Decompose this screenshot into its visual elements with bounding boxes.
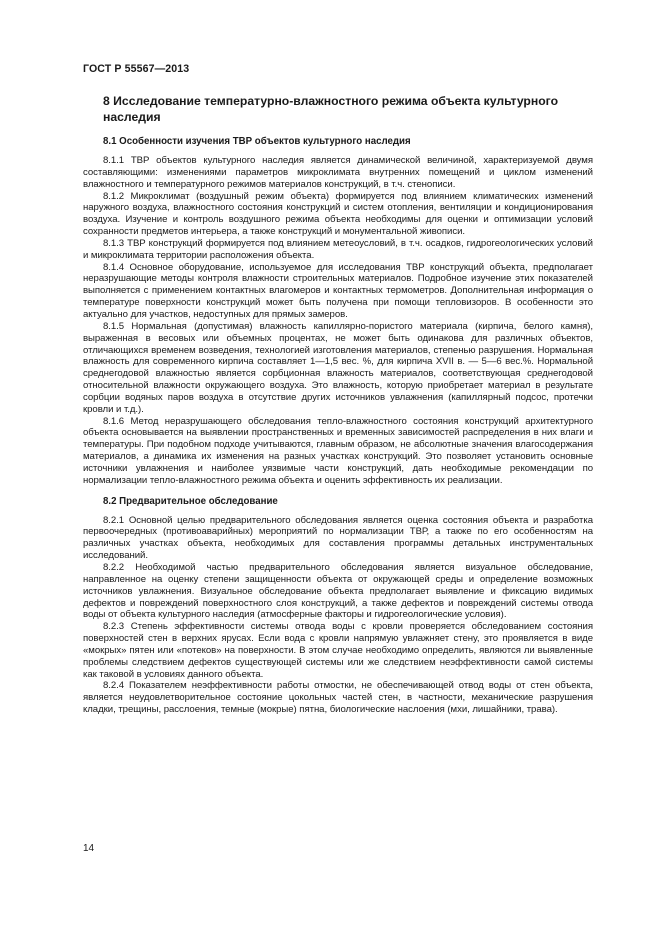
paragraph-8-2-2: 8.2.2 Необходимой частью предварительного обследования является визуальное обследование, направленное на оценку степени защищенности объекта от окружающей среды и определение возможных источников увлажнения. Визуальное обследование объекта предполагает выявление и фиксацию видимых дефектов и повреждений поверхностного слоя конструкций, а также дефектов и повреждений системы отвода воды от объекта культурного наследия (атмосферные факторы и гидрогеологические условия). <box>83 562 593 621</box>
paragraph-8-1-2: 8.1.2 Микроклимат (воздушный режим объекта) формируется под влиянием климатических изменений наружного воздуха, влажностного состояния конструкций и систем отопления, вентиляции и кондиционирования воздуха. Изучение и контроль воздушного режима объекта необходимы для оценки и оптимизации условий сохранности предметов интерьера, а также конструкций и монументальной живописи. <box>83 190 593 238</box>
paragraph-8-1-4: 8.1.4 Основное оборудование, используемое для исследования ТВР конструкций объекта, предполагает неразрушающие методы контроля влажности строительных материалов. Подробное изучение этих показателей выполняется с применением контактных влагомеров и контактных термометров. Дополнительная информация о температуре поверхности конструкций может быть получена при помощи тепловизоров. В особенности это актуально для участков, недоступных для прямых замеров. <box>83 261 593 320</box>
paragraph-8-2-1: 8.2.1 Основной целью предварительного обследования является оценка состояния объекта и разработка первоочередных (противоаварийных) мероприятий по нормализации ТВР, а также по его особенностям на различных участках объекта, необходимых для составления программы детальных инструментальных исследований. <box>83 514 593 562</box>
paragraph-8-2-4: 8.2.4 Показателем неэффективности работы отмостки, не обеспечивающей отвод воды от стен объекта, является неудовлетворительное состояние цокольных частей стен, в частности, механические разрушения кладки, трещины, расслоения, темные (мокрые) пятна, биологические наслоения (мхи, лишайники, трава). <box>83 680 593 716</box>
page-content <box>83 94 593 716</box>
document-code: ГОСТ Р 55567—2013 <box>83 63 190 75</box>
subsection-heading-8-2: 8.2 Предварительное обследование <box>103 495 278 507</box>
paragraph-8-1-1: 8.1.1 ТВР объектов культурного наследия является динамической величиной, характеризуемой двумя составляющими: изменениями параметров микроклимата внутренних помещений и циклом изменений влажностного и температурного режимов материалов конструкций, в т.ч. стенописи. <box>83 155 593 190</box>
paragraph-8-1-5: 8.1.5 Нормальная (допустимая) влажность капиллярно-пористого материала (кирпича, белого камня), выраженная в весовых или объемных процентах, не может быть одинакова для различных объектов, отличающихся временем возведения, технологией изготовления материалов, степенью разрушения. Нормальная влажность для современного кирпича составляет 1—1,5 вес. %, для кирпича XVII в. — 5—6 вес.%. Нормальной среднегодовой влажностью является сорбционная влажность материалов, соответствующая среднегодовой относительной влажности окружающего воздуха. Это влажность, которую приобретает материал в результате сорбции водяных паров воздуха в отсутствие других источников увлажнения (капиллярный подсос, протечки кровли и т.д.). <box>83 320 593 415</box>
subsection-heading-8-1: 8.1 Особенности изучения ТВР объектов культурного наследия <box>103 136 411 147</box>
paragraph-8-1-3: 8.1.3 ТВР конструкций формируется под влиянием метеоусловий, в т.ч. осадков, гидрогеологических условий и микроклимата территории расположения объекта. <box>83 237 593 261</box>
section-heading: 8 Исследование температурно-влажностного режима объекта культурного наследия <box>103 94 559 124</box>
page-number: 14 <box>83 843 95 854</box>
paragraph-8-1-6: 8.1.6 Метод неразрушающего обследования тепло-влажностного состояния конструкций архитектурного объекта основывается на выявлении пространственных и временных зависимостей распределения в них влаги и температуры. При подобном подходе учитываются, главным образом, не абсолютные значения влагосодержания материалов, а динамика их изменения на разных участках конструкций. Это позволяет установить основные источники увлажнения и наиболее уязвимые части конструкций, дать необходимые рекомендации по нормализации тепло-влажностного режима объекта и оценить эффективность их реализации. <box>83 415 593 486</box>
paragraph-8-2-3: 8.2.3 Степень эффективности системы отвода воды с кровли проверяется обследованием состояния поверхностей стен в верхних ярусах. Если вода с кровли напрямую увлажняет стену, это проявляется в виде «мокрых» пятен или «потеков» на поверхности. В этом случае необходимо определить, являются ли выявленные проблемы следствием дефектов существующей системы или же следствием неэффективности самой системы как таковой в условиях данного объекта. <box>83 621 593 680</box>
